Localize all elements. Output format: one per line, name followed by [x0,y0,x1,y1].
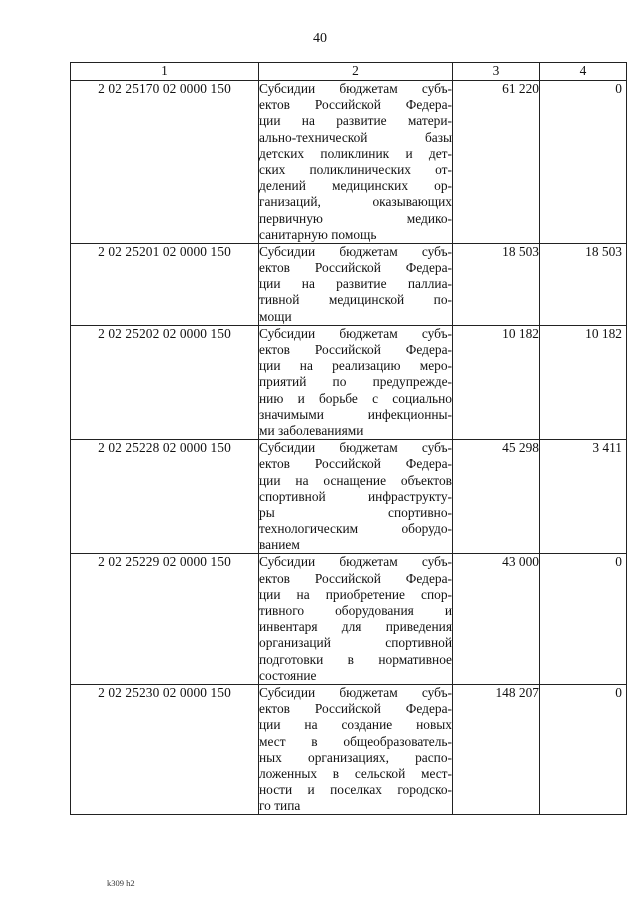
description-line: ции на развитие паллиа- [259,276,452,292]
header-col-4: 4 [540,63,627,81]
amount-col-3: 18 503 [453,243,540,325]
income-description [259,243,453,325]
table-row [71,81,627,244]
budget-classification-code: 2 02 25201 02 0000 150 [71,243,259,325]
description-line: состояние [259,667,317,683]
description-line: нию и борьбе с социально [259,390,452,406]
amount-col-4: 10 182 [540,325,627,439]
description-line: подготовки в нормативное [259,651,452,667]
description-line: Субсидии бюджетам субъ- [259,81,452,96]
income-description [259,325,453,439]
description-line: Субсидии бюджетам субъ- [259,243,452,259]
description-line: ции на оснащение объектов [259,472,452,488]
table-row [71,684,627,815]
amount-col-3: 148 207 [453,684,540,815]
description-line: ектов Российской Федера- [259,456,452,472]
income-description [259,81,453,244]
income-description [259,554,453,685]
amount-col-4: 18 503 [540,243,627,325]
amount-col-3: 43 000 [453,554,540,685]
header-row [71,63,627,81]
description-line: ры спортивно- [259,504,452,520]
page-number: 40 [313,31,327,46]
description-line: ектов Российской Федера- [259,701,452,717]
description-line: организаций спортивной [259,635,452,651]
income-description [259,440,453,554]
description-line: ции на реализацию меро- [259,358,452,374]
description-line: значимыми инфекционны- [259,406,452,422]
description-line: ванием [259,537,300,553]
amount-col-4: 0 [540,81,627,244]
header-col-2: 2 [259,63,453,81]
table-row [71,440,627,554]
description-line: Субсидии бюджетам субъ- [259,554,452,570]
description-line: Субсидии бюджетам субъ- [259,440,452,456]
description-line: санитарную помощь [259,226,377,242]
description-line: детских поликлиник и дет- [259,145,452,161]
description-line: приятий по предупрежде- [259,374,452,390]
description-line: тивного оборудования и [259,603,452,618]
description-line: ми заболеваниями [259,422,364,438]
description-line: ганизаций, оказывающих [259,194,452,210]
description-line: ции на развитие матери- [259,113,452,129]
table-row [71,325,627,439]
description-line: инвентаря для приведения [259,619,452,635]
description-line: ских поликлинических от- [259,161,452,177]
budget-classification-code: 2 02 25229 02 0000 150 [71,554,259,685]
description-line: ектов Российской Федера- [259,97,452,113]
description-line: делений медицинских ор- [259,178,452,194]
budget-table [70,62,627,815]
description-line: ально-технической базы [259,129,452,145]
description-line: ектов Российской Федера- [259,570,452,586]
income-description [259,684,453,815]
description-line: мощи [259,308,292,324]
description-line: ции на создание новых [259,717,452,733]
budget-classification-code: 2 02 25230 02 0000 150 [71,684,259,815]
description-line: ных организациях, распо- [259,749,452,765]
description-line: ектов Российской Федера- [259,342,452,357]
amount-col-4: 0 [540,684,627,815]
description-line: спортивной инфраструкту- [259,488,452,504]
amount-col-4: 0 [540,554,627,685]
amount-col-3: 10 182 [453,325,540,439]
budget-classification-code: 2 02 25170 02 0000 150 [71,81,259,244]
description-line: го типа [259,798,301,814]
description-line: Субсидии бюджетам субъ- [259,325,452,341]
table-row [71,243,627,325]
footer-document-code: k309 h2 [107,878,135,888]
amount-col-3: 61 220 [453,81,540,244]
table-row [71,554,627,685]
amount-col-4: 3 411 [540,440,627,554]
header-col-3: 3 [453,63,540,81]
description-line: ности и поселках городско- [259,782,452,798]
description-line: ции на приобретение спор- [259,586,452,602]
description-line: первичную медико- [259,210,452,226]
description-line: технологическим оборудо- [259,521,452,537]
description-line: ектов Российской Федера- [259,260,452,276]
header-col-1: 1 [71,63,259,81]
description-line: мест в общеобразователь- [259,733,452,749]
description-line: тивной медицинской по- [259,292,452,308]
budget-classification-code: 2 02 25202 02 0000 150 [71,325,259,439]
amount-col-3: 45 298 [453,440,540,554]
description-line: Субсидии бюджетам субъ- [259,684,452,700]
budget-classification-code: 2 02 25228 02 0000 150 [71,440,259,554]
description-line: ложенных в сельской мест- [259,765,452,781]
